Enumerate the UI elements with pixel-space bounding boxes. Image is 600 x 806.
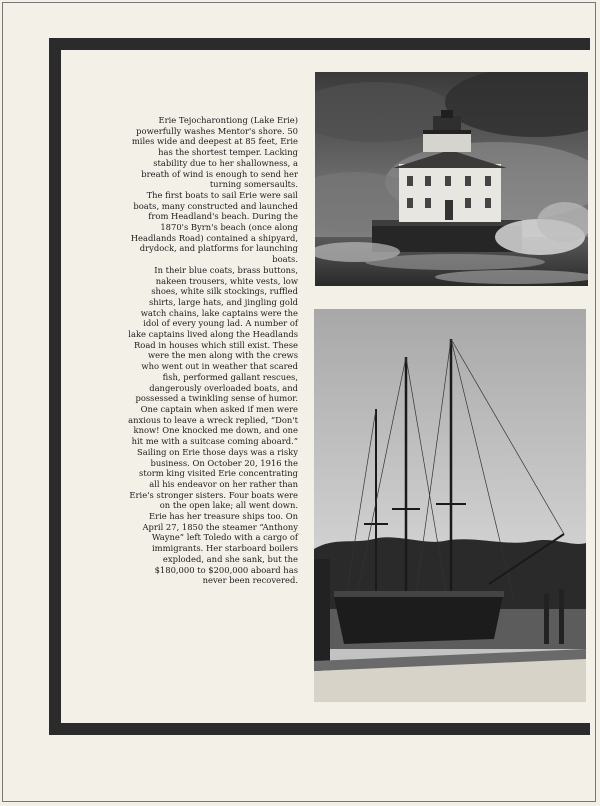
paragraph-2: The first boats to sail Erie were sail boats, many constructed and launched from Headland's beach. During the 1870's Byrn's beach (once along Headlands Road) contained a shipyard, drydock, and platforms for launching boats. [130,189,298,265]
frame-left-bar [49,38,61,735]
paragraph-5: Erie has her treasure ships too. On April 27, 1850 the steamer “Anthony Wayne” left Toledo with a cargo of immigrants. Her starboard boilers exploded, and she sank, but the $180,000 to $200,000 aboard has never been recovered. [142,511,298,586]
tall-ship-photo [314,309,586,702]
paragraph-1: Erie Tejocharontiong (Lake Erie) powerfully washes Mentor's shore. 50 miles wide and deepest at 85 feet, Erie has the shortest temper. Lacking stability due to her shallowness, a breath of wind is enough to send her turning somersaults. [131,115,298,190]
article-text [128,115,298,586]
lighthouse-photo [315,72,588,286]
paragraph-4: Sailing on Erie those days was a risky business. On October 20, 1916 the storm king visited Erie concentrating all his endeavor on her rather than Erie's stronger sisters. Four boats were on the open lake; all went down. [129,446,298,511]
frame-top-bar [49,38,590,50]
frame-bottom-bar [49,723,590,735]
paragraph-3: In their blue coats, brass buttons, nakeen trousers, white vests, low shoes, white silk stockings, ruffled shirts, large hats, and jingling gold watch chains, lake captains were the idol of every young lad. A number of lake captains lived along the Headlands Road in houses which still exist. These were the men along with the crews who went out in weather that scared fish, performed gallant rescues, dangerously overloaded boats, and possessed a twinkling sense of humor. One captain when asked if men were anxious to leave a wreck replied, “Don't know! One knocked me down, and one hit me with a suitcase coming aboard.” [128,264,298,447]
